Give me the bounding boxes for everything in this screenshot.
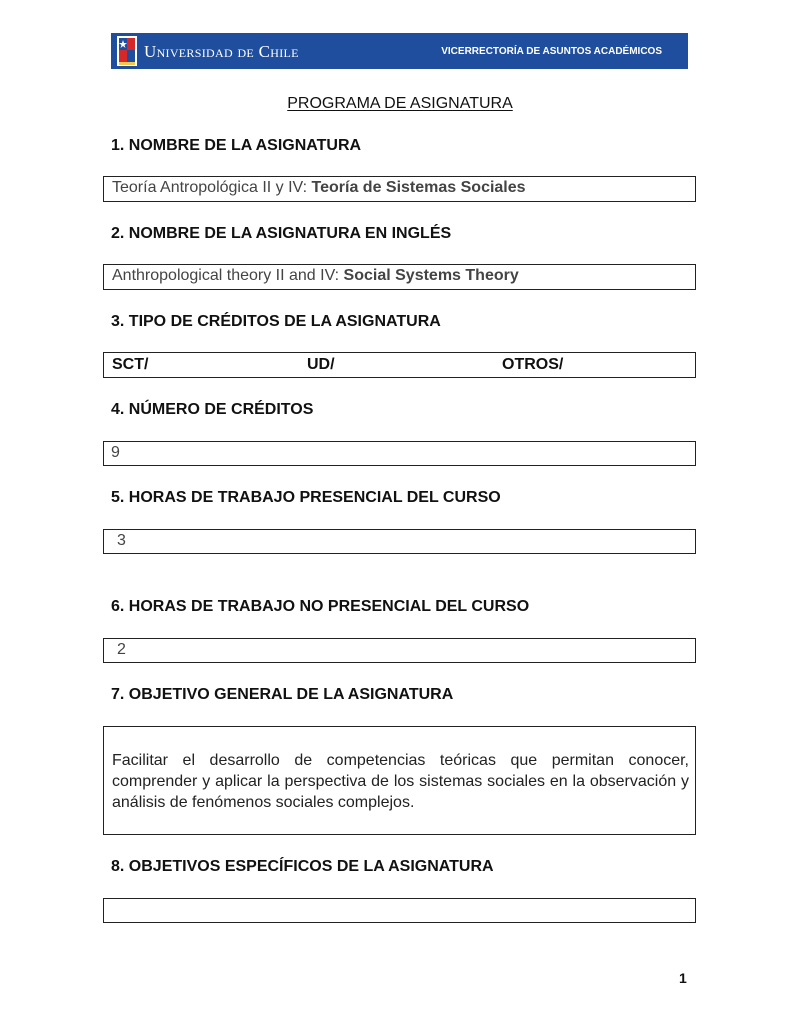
section-1-value [112, 179, 526, 197]
section-2-value-prefix: Anthropological theory II and IV: [112, 267, 344, 284]
section-1-value-prefix: Teoría Antropológica II y IV: [112, 179, 312, 196]
university-name: Universidad de Chile [144, 42, 299, 61]
credit-type-otros: OTROS/ [502, 356, 564, 373]
section-1-value-bold: Teoría de Sistemas Sociales [311, 179, 526, 196]
section-2-value-bold: Social Systems Theory [343, 267, 519, 284]
section-5-heading: 5. HORAS DE TRABAJO PRESENCIAL DEL CURSO [111, 489, 501, 506]
section-4-value: 9 [111, 444, 120, 461]
section-2-value [112, 267, 519, 285]
credit-type-sct: SCT/ [112, 356, 149, 373]
vicerrectoria-label: VICERRECTORÍA DE ASUNTOS ACADÉMICOS [441, 46, 662, 57]
section-2-heading: 2. NOMBRE DE LA ASIGNATURA EN INGLÉS [111, 225, 452, 242]
header-banner [111, 33, 688, 69]
section-5-box [103, 529, 696, 554]
section-7-value: Facilitar el desarrollo de competencias teóricas que permitan conocer, comprender y aplicar la perspectiva de los sistemas sociales en la observación y análisis de fenómenos sociales complejos. [112, 752, 689, 811]
section-4-box [103, 441, 696, 466]
section-6-heading: 6. HORAS DE TRABAJO NO PRESENCIAL DEL CURSO [111, 598, 530, 615]
section-6-box [103, 638, 696, 663]
section-3-heading: 3. TIPO DE CRÉDITOS DE LA ASIGNATURA [111, 313, 441, 330]
section-4-heading: 4. NÚMERO DE CRÉDITOS [111, 401, 314, 418]
credit-type-ud: UD/ [307, 356, 335, 373]
section-1-heading: 1. NOMBRE DE LA ASIGNATURA [111, 137, 362, 154]
section-8-box [103, 898, 696, 923]
section-3-box [103, 352, 696, 378]
section-7-heading: 7. OBJETIVO GENERAL DE LA ASIGNATURA [111, 686, 454, 703]
section-1-box [103, 176, 696, 202]
page-title: PROGRAMA DE ASIGNATURA [287, 95, 513, 112]
section-8-heading: 8. OBJETIVOS ESPECÍFICOS DE LA ASIGNATURA [111, 858, 494, 875]
section-2-box [103, 264, 696, 290]
section-7-box [103, 726, 696, 835]
page-number: 1 [679, 970, 687, 986]
section-6-value: 2 [117, 641, 126, 658]
section-5-value: 3 [117, 532, 126, 549]
university-crest-icon [117, 36, 137, 66]
